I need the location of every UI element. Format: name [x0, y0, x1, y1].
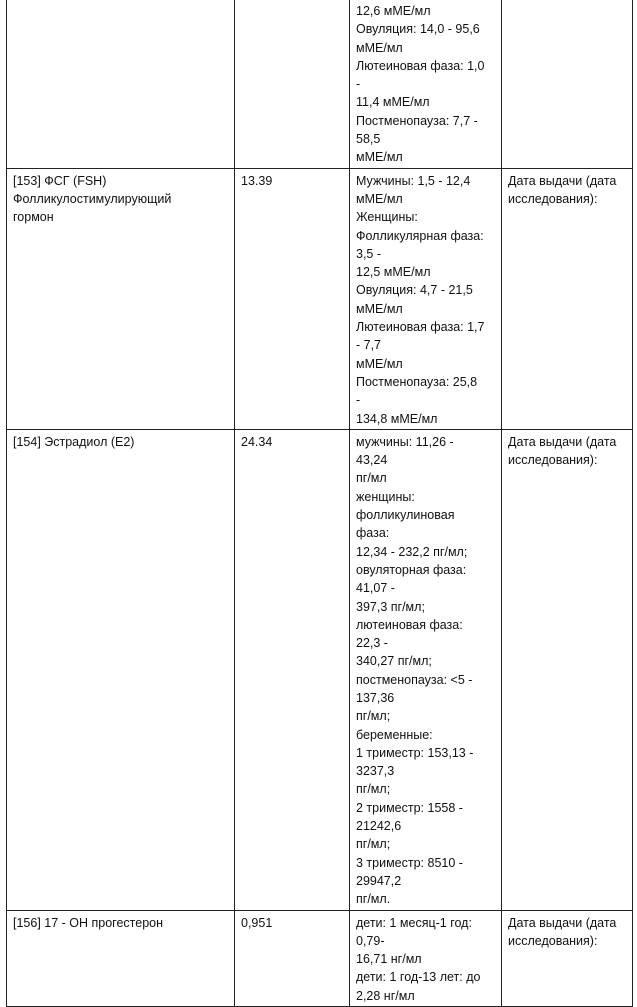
- result-value-cell: [235, 0, 350, 168]
- reference-range-cell: [350, 168, 502, 429]
- reference-range-line: -: [356, 77, 361, 92]
- test-name-line: Фолликулостимулирующий: [13, 191, 172, 206]
- reference-range-line: 16,71 нг/мл: [356, 952, 422, 967]
- reference-range-line: мМЕ/мл: [356, 301, 403, 316]
- reference-range-line: пг/мл: [356, 471, 387, 486]
- result-value-cell: [235, 429, 350, 910]
- reference-range-line: 397,3 пг/мл;: [356, 599, 425, 614]
- issue-date-line: исследования):: [508, 453, 598, 468]
- results-table-body: [7, 0, 633, 1007]
- test-name-line: [153] ФСГ (FSH): [13, 173, 107, 188]
- reference-range-line: пг/мл;: [356, 709, 391, 724]
- table-row: [7, 429, 633, 910]
- issue-date-line: Дата выдачи (дата: [508, 434, 617, 449]
- issue-date-cell: [502, 429, 633, 910]
- reference-range-line: 137,36: [356, 690, 395, 705]
- reference-range-line: 22,3 -: [356, 636, 388, 651]
- reference-range-line: пг/мл;: [356, 782, 391, 797]
- test-name-line: [156] 17 - OH прогестерон: [13, 915, 164, 930]
- test-name-cell: [7, 910, 235, 1006]
- reference-range-cell: [350, 429, 502, 910]
- reference-range-line: мМЕ/мл: [356, 356, 403, 371]
- reference-range-cell: [350, 910, 502, 1006]
- reference-range-line: 58,5: [356, 132, 381, 147]
- reference-range-line: 0,79-: [356, 933, 385, 948]
- reference-range-line: Лютеиновая фаза: 1,7: [356, 320, 485, 335]
- result-value-cell: [235, 910, 350, 1006]
- results-table: [6, 0, 633, 1007]
- issue-date-cell: [502, 168, 633, 429]
- reference-range-line: Постменопауза: 7,7 -: [356, 113, 478, 128]
- reference-range-line: Овуляция: 14,0 - 95,6: [356, 22, 480, 37]
- reference-range-line: дети: 1 месяц-1 год:: [356, 915, 472, 930]
- reference-range-line: -: [356, 393, 361, 408]
- test-name-cell: [7, 0, 235, 168]
- reference-range-line: Женщины:: [356, 210, 418, 225]
- reference-range-line: фолликулиновая: [356, 508, 455, 523]
- reference-range-line: 43,24: [356, 453, 388, 468]
- reference-range-line: пг/мл;: [356, 837, 391, 852]
- reference-range-line: 3 триместр: 8510 -: [356, 855, 463, 870]
- test-name-line: гормон: [13, 210, 54, 225]
- issue-date-cell: [502, 910, 633, 1006]
- reference-range-line: дети: 1 год-13 лет: до: [356, 970, 481, 985]
- issue-date-cell: [502, 0, 633, 168]
- reference-range-line: мужчины: 11,26 -: [356, 434, 454, 449]
- reference-range-line: Постменопауза: 25,8: [356, 374, 478, 389]
- reference-range-line: 12,6 мМЕ/мл: [356, 4, 431, 18]
- issue-date-line: исследования):: [508, 933, 598, 948]
- issue-date-line: исследования):: [508, 191, 598, 206]
- reference-range-line: 12,34 - 232,2 пг/мл;: [356, 544, 468, 559]
- reference-range-line: лютеиновая фаза:: [356, 617, 463, 632]
- reference-range-line: постменопауза: <5 -: [356, 672, 473, 687]
- reference-range-line: фаза:: [356, 526, 390, 541]
- result-value: 0,951: [241, 915, 273, 930]
- reference-range-line: Овуляция: 4,7 - 21,5: [356, 283, 473, 298]
- issue-date-line: Дата выдачи (дата: [508, 173, 617, 188]
- reference-range-line: 12,5 мМЕ/мл: [356, 265, 431, 280]
- issue-date-line: Дата выдачи (дата: [508, 915, 617, 930]
- reference-range-line: 11,4 мМЕ/мл: [356, 95, 430, 110]
- reference-range-line: 2 триместр: 1558 -: [356, 800, 463, 815]
- reference-range-line: мМЕ/мл: [356, 150, 403, 165]
- reference-range-line: 134,8 мМЕ/мл: [356, 411, 438, 426]
- result-value: 13.39: [241, 173, 273, 188]
- reference-range-line: Лютеиновая фаза: 1,0: [356, 58, 485, 73]
- table-row: [7, 910, 633, 1006]
- test-name-line: [154] Эстрадиол (E2): [13, 434, 135, 449]
- reference-range-line: мМЕ/мл: [356, 40, 403, 55]
- reference-range-line: Фолликулярная фаза:: [356, 228, 484, 243]
- result-value: 24.34: [241, 434, 273, 449]
- table-row: [7, 168, 633, 429]
- reference-range-line: 41,07 -: [356, 581, 395, 596]
- test-name-cell: [7, 168, 235, 429]
- reference-range-line: овуляторная фаза:: [356, 562, 467, 577]
- reference-range-line: 3,5 -: [356, 246, 382, 261]
- test-name-cell: [7, 429, 235, 910]
- reference-range-line: беременные:: [356, 727, 433, 742]
- reference-range-line: 21242,6: [356, 819, 402, 834]
- reference-range-line: Мужчины: 1,5 - 12,4: [356, 173, 471, 188]
- reference-range-line: 1 триместр: 153,13 -: [356, 745, 474, 760]
- reference-range-line: женщины:: [356, 489, 415, 504]
- reference-range-line: - 7,7: [356, 338, 382, 353]
- reference-range-line: пг/мл.: [356, 892, 391, 907]
- reference-range-line: мМЕ/мл: [356, 191, 403, 206]
- reference-range-cell: [350, 0, 502, 168]
- reference-range-line: 29947,2: [356, 873, 402, 888]
- reference-range-line: 3237,3: [356, 764, 395, 779]
- result-value-cell: [235, 168, 350, 429]
- table-row: [7, 0, 633, 168]
- reference-range-line: 340,27 пг/мл;: [356, 654, 432, 669]
- reference-range-line: 2,28 нг/мл: [356, 988, 415, 1003]
